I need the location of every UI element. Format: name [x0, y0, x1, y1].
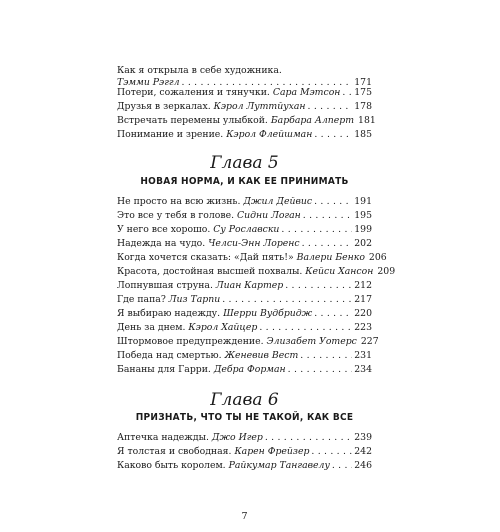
toc-entry-title: Бананы для Гарри.: [117, 364, 211, 375]
toc-entry-author: Су Рославски: [213, 224, 280, 235]
toc-entry-title: Понимание и зрение.: [117, 129, 224, 140]
toc-entry: [117, 238, 372, 250]
leader-dots: [300, 350, 352, 362]
leader-dots: [259, 322, 352, 334]
toc-entry-page: 185: [354, 129, 372, 140]
toc-entry-page: 175: [354, 87, 372, 98]
toc-entry: [117, 446, 372, 458]
toc-entry-page: 227: [360, 336, 379, 347]
toc-entry: [117, 460, 372, 472]
leader-dots: [302, 238, 353, 250]
toc-entry: [117, 432, 372, 444]
toc-entry-page: 220: [354, 308, 372, 319]
leader-dots: [332, 460, 352, 472]
toc-entry-author: Шерри Вудбридж: [223, 308, 313, 319]
toc-entry: [117, 280, 372, 292]
toc-entry: [117, 364, 372, 376]
toc-entry: [117, 65, 372, 89]
toc-entry-title: У него все хорошо.: [117, 224, 211, 235]
leader-dots: [281, 224, 352, 236]
toc-entry-title: Встречать перемены улыбкой.: [117, 115, 268, 126]
toc-entry-page: 206: [368, 252, 387, 263]
toc-entry: [117, 224, 372, 236]
toc-entry-title: Победа над смертью.: [117, 350, 222, 361]
toc-entry-page: 242: [354, 446, 372, 457]
toc-entry-author: Джил Дейвис: [243, 196, 313, 207]
page-number: 7: [241, 511, 248, 522]
toc-entry-author: Женевив Вест: [224, 350, 299, 361]
toc-entry-title: День за днем.: [117, 322, 186, 333]
chapter-label: Глава 6: [210, 390, 279, 410]
toc-entry-title: Штормовое предупреждение.: [117, 336, 264, 347]
toc-entry: [117, 252, 387, 264]
toc-entry-author: Валери Бенко: [296, 252, 365, 263]
toc-entry-page: 234: [354, 364, 372, 375]
toc-entry-author: Лиз Тарпи: [168, 294, 221, 305]
toc-entry-title: Когда хочется сказать: «Дай пять!»: [117, 252, 294, 263]
toc-entry-page: 202: [354, 238, 372, 249]
toc-entry-author: Карен Фрейзер: [234, 446, 310, 457]
toc-entry-page: 231: [354, 350, 372, 361]
toc-entry-author: Сара Мэтсон: [272, 87, 341, 98]
toc-entry: [117, 336, 379, 348]
toc-entry: [117, 115, 376, 127]
toc-entry-page: 239: [354, 432, 372, 443]
toc-entry-page: 191: [354, 196, 372, 207]
toc-entry: [117, 322, 372, 334]
toc-entry-title: Аптечка надежды.: [117, 432, 209, 443]
leader-dots: [342, 87, 352, 99]
toc-entry-title: Где папа?: [117, 294, 166, 305]
toc-entry-page: 171: [354, 77, 372, 88]
toc-entry-author: Тэмми Рэггл: [117, 77, 180, 88]
toc-entry-title: Красота, достойная высшей похвалы.: [117, 266, 303, 277]
leader-dots: [314, 196, 352, 208]
toc-entry: [117, 196, 372, 208]
toc-entry-page: 181: [358, 115, 376, 126]
toc-entry-page: 246: [354, 460, 372, 471]
toc-entry-title: Я выбираю надежду.: [117, 308, 221, 319]
toc-entry-title: Это все у тебя в голове.: [117, 210, 235, 221]
chapter-title: НОВАЯ НОРМА, И КАК ЕЕ ПРИНИМАТЬ: [140, 176, 349, 187]
leader-dots: [311, 446, 352, 458]
toc-entry-author: Райкумар Тангавелу: [228, 460, 330, 471]
toc-entry-author: Барбара Алперт: [270, 115, 355, 126]
toc-entry: [117, 87, 372, 99]
toc-entry-author: Кэрол Флейшман: [226, 129, 313, 140]
toc-entry: [117, 210, 372, 222]
toc-entry-title: Я толстая и свободная.: [117, 446, 232, 457]
chapter-title: ПРИЗНАТЬ, ЧТО ТЫ НЕ ТАКОЙ, КАК ВСЕ: [135, 412, 354, 423]
toc-entry-title: Надежда на чудо.: [117, 238, 206, 249]
toc-entry-page: 217: [354, 294, 372, 305]
toc-entry: [117, 101, 372, 113]
toc-entry-page: 209: [377, 266, 396, 277]
toc-entry: [117, 266, 396, 278]
toc-page: [117, 0, 396, 532]
toc-entry-title: Не просто на всю жизнь.: [117, 196, 241, 207]
leader-dots: [288, 364, 353, 376]
toc-entry: [117, 294, 372, 306]
leader-dots: [314, 308, 352, 320]
toc-entry-title: Потери, сожаления и тянучки.: [117, 87, 270, 98]
toc-entry: [117, 129, 372, 141]
toc-entry-author: Дебра Форман: [213, 364, 286, 375]
toc-entry-author: Кэрол Хайцер: [188, 322, 258, 333]
toc-entry-title: Лопнувшая струна.: [117, 280, 213, 291]
toc-entry-page: 178: [354, 101, 372, 112]
toc-entry-title: Друзья в зеркалах.: [117, 101, 211, 112]
toc-entry-title-line: Как я открыла в себе художника.: [117, 65, 282, 76]
toc-entry-author: Кэрол Луттйухан: [213, 101, 306, 112]
leader-dots: [314, 129, 352, 141]
leader-dots: [303, 210, 352, 222]
toc-entry-page: 212: [354, 280, 372, 291]
toc-entry-author: Сидни Логан: [237, 210, 301, 221]
toc-entry-page: 223: [354, 322, 372, 333]
toc-entry-author: Джо Игер: [211, 432, 263, 443]
leader-dots: [285, 280, 352, 292]
toc-entry-page: 195: [354, 210, 372, 221]
toc-entry-author: Челси-Энн Лоренс: [208, 238, 300, 249]
toc-entry-author: Кейси Хансон: [305, 266, 374, 277]
chapter-label: Глава 5: [210, 153, 279, 173]
toc-entry-page: 199: [354, 224, 372, 235]
toc-entry-author: Элизабет Уотерс: [266, 336, 357, 347]
toc-entry-author: Лиан Картер: [215, 280, 284, 291]
leader-dots: [265, 432, 352, 444]
toc-entry-title: Каково быть королем.: [117, 460, 226, 471]
toc-entry: [117, 350, 372, 362]
leader-dots: [222, 294, 352, 306]
leader-dots: [308, 101, 353, 113]
toc-entry: [117, 308, 372, 320]
